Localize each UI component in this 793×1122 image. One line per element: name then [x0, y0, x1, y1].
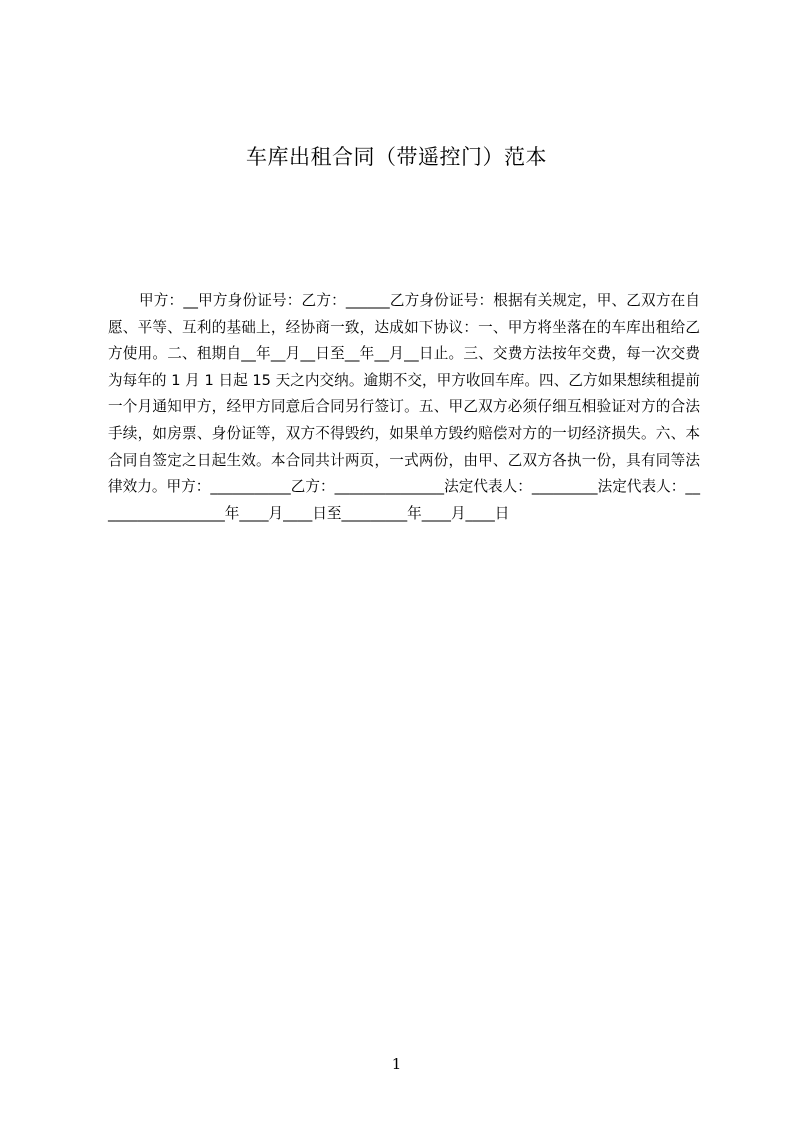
contract-body-text: 甲方：__甲方身份证号：乙方：______乙方身份证号：根据有关规定，甲、乙双方在自愿、平等、互利的基础上，经协商一致，达成如下协议：一、甲方将坐落在的车库出租给乙方使用。二、租期自__年__月__日至__年__月__日止。三、交费方法按年交费，每一次交费为每年的 1 月 1 日起 15 天之内交纳。逾期不交，甲方收回车库。四、乙方如果想续租提前一个月通知甲方，经甲方同意后合同另行签订。五、甲乙双方必须仔细互相验证对方的合法手续，如房票、身份证等，双方不得毁约，如果单方毁约赔偿对方的一切经济损失。六、本合同自签定之日起生效。本合同共计两页，一式两份，由甲、乙双方各执一份，具有同等法律效力。甲方：___________乙方：_______________法定代表人：_________法定代表人：__________________年____月____日至_________年____月____日: [108, 292, 700, 522]
page-number: 1: [391, 1055, 402, 1073]
document-title: 车库出租合同（带遥控门）范本: [246, 145, 547, 169]
